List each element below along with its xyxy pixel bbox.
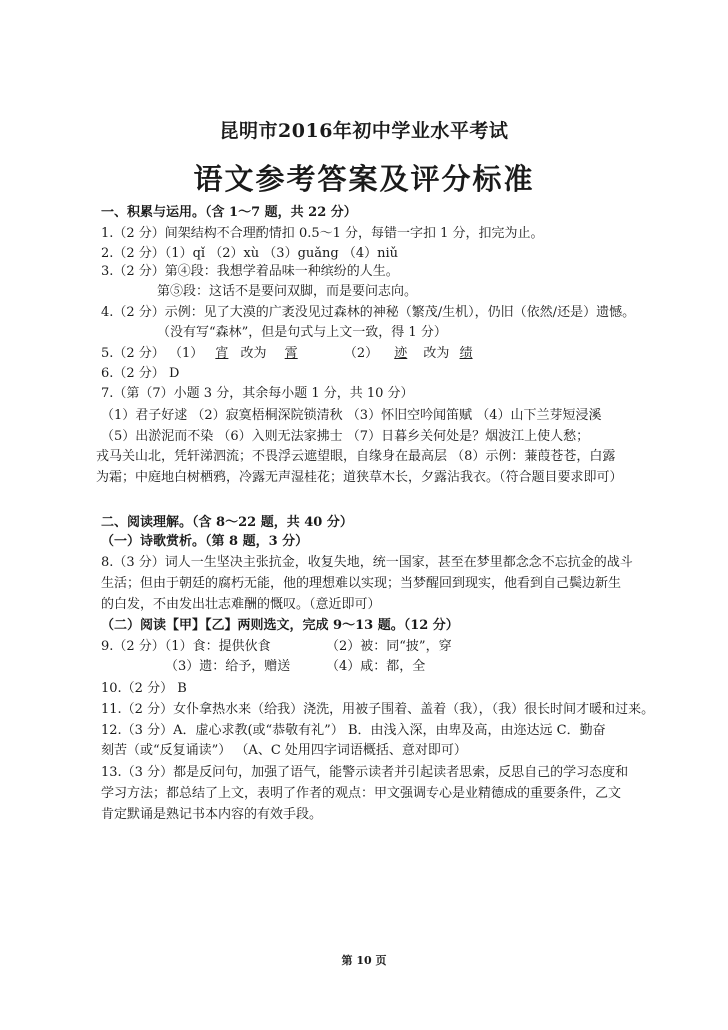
answer-line: 的白发，不由发出壮志难酬的慨叹。（意近即可） xyxy=(101,597,381,612)
answer-label: （2） xyxy=(343,346,379,361)
answer-line: （1）君子好逑 （2）寂寞梧桐深院锁清秋 （3）怀旧空吟闻笛赋 （4）山下兰芽短浸溪 xyxy=(101,408,602,423)
answer-line: 刻苦（或“反复诵读”） （A、C 处用四字词语概括、意对即可） xyxy=(101,743,467,758)
answer-line: （4）咸：都，全 xyxy=(326,659,426,674)
answer-line: 肯定默诵是熟记书本内容的有效手段。 xyxy=(101,807,323,822)
wrong-char: 迹 xyxy=(394,346,408,361)
correct-char: 霄 xyxy=(284,346,298,361)
answer-line: 11.（2 分）女仆拿热水来（给我）浇洗，用被子围着、盖着（我），（我）很长时间才暖和过来。 xyxy=(101,702,655,717)
answer-line: 为霜；中庭地白树栖鸦，冷露无声湿桂花；道狭草木长，夕露沾我衣。（符合题目要求即可） xyxy=(96,470,623,485)
answer-line: 戎马关山北，凭轩涕泗流；不畏浮云遮望眼，自缘身在最高层 （8）示例：蒹葭苍苍，白露 xyxy=(96,449,616,464)
answer-label: 5.（2 分） （1） xyxy=(101,346,204,361)
answer-line: 10.（2 分） B xyxy=(101,681,187,696)
answer-line: 2.（2 分）（1）qǐ （2）xù （3）guǎng （4）niǔ xyxy=(101,246,399,261)
subsection-heading: （一）诗歌赏析。（第 8 题，3 分） xyxy=(101,534,309,549)
answer-line: （没有写“森林”，但是句式与上文一致，得 1 分） xyxy=(157,325,447,340)
answer-line: 12.（3 分）A．虚心求教(或“恭敬有礼”） B．由浅入深，由卑及高，由迩达远 C．勤奋 xyxy=(101,723,606,738)
section-heading-2: 二、阅读理解。（含 8～22 题，共 40 分） xyxy=(101,515,353,530)
answer-line: 9.（2 分）（1）食：提供伙食 xyxy=(101,639,271,654)
answer-line: 1.（2 分）间架结构不合理酌情扣 0.5～1 分，每错一字扣 1 分，扣完为止。 xyxy=(101,226,544,241)
section-heading-1: 一、积累与运用。（含 1～7 题，共 22 分） xyxy=(101,205,357,220)
subsection-heading: （二）阅读【甲】【乙】两则选文，完成 9～13 题。（12 分） xyxy=(101,618,459,633)
answer-line: 8.（3 分）词人一生坚决主张抗金，收复失地，统一国家，甚至在梦里都念念不忘抗金的战斗 xyxy=(101,555,633,570)
wrong-char: 宵 xyxy=(215,346,229,361)
answer-line: （5）出淤泥而不染 （6）入则无法家拂士 （7）日暮乡关何处是？烟波江上使人愁； xyxy=(101,429,590,444)
answer-text: 改为 xyxy=(423,346,450,361)
answer-line: 7.（第（7）小题 3 分，其余每小题 1 分，共 10 分） xyxy=(101,386,414,401)
answer-line: 4.（2 分）示例：见了大漠的广袤没见过森林的神秘（繁茂/生机），仍旧（依然/还是）遗憾。 xyxy=(101,305,636,320)
page-number: 第 10 页 xyxy=(341,954,387,967)
document-title: 昆明市2016年初中学业水平考试 xyxy=(219,120,509,142)
answer-line: 学习方法；都总结了上文，表明了作者的观点：甲文强调专心是业精德成的重要条件，乙文 xyxy=(101,786,622,801)
answer-line-5 xyxy=(101,345,497,363)
answer-line: （3）遗：给予，赠送 xyxy=(165,659,291,674)
correct-char: 绩 xyxy=(459,346,473,361)
answer-line: （2）被：同“披”，穿 xyxy=(326,639,452,654)
answer-line: 3.（2 分）第④段：我想学着品味一种缤纷的人生。 xyxy=(101,264,399,279)
document-subtitle: 语文参考答案及评分标准 xyxy=(193,162,535,196)
answer-line: 第⑤段：这话不是要问双脚，而是要问志向。 xyxy=(157,284,418,299)
answer-text: 改为 xyxy=(240,346,267,361)
answer-line: 6.（2 分） D xyxy=(101,366,180,381)
answer-line: 生活；但由于朝廷的腐朽无能，他的理想难以实现；当梦醒回到现实，他看到自己鬓边新生 xyxy=(101,576,622,591)
answer-line: 13.（3 分）都是反问句，加强了语气，能警示读者并引起读者思索，反思自己的学习态度和 xyxy=(101,765,629,780)
